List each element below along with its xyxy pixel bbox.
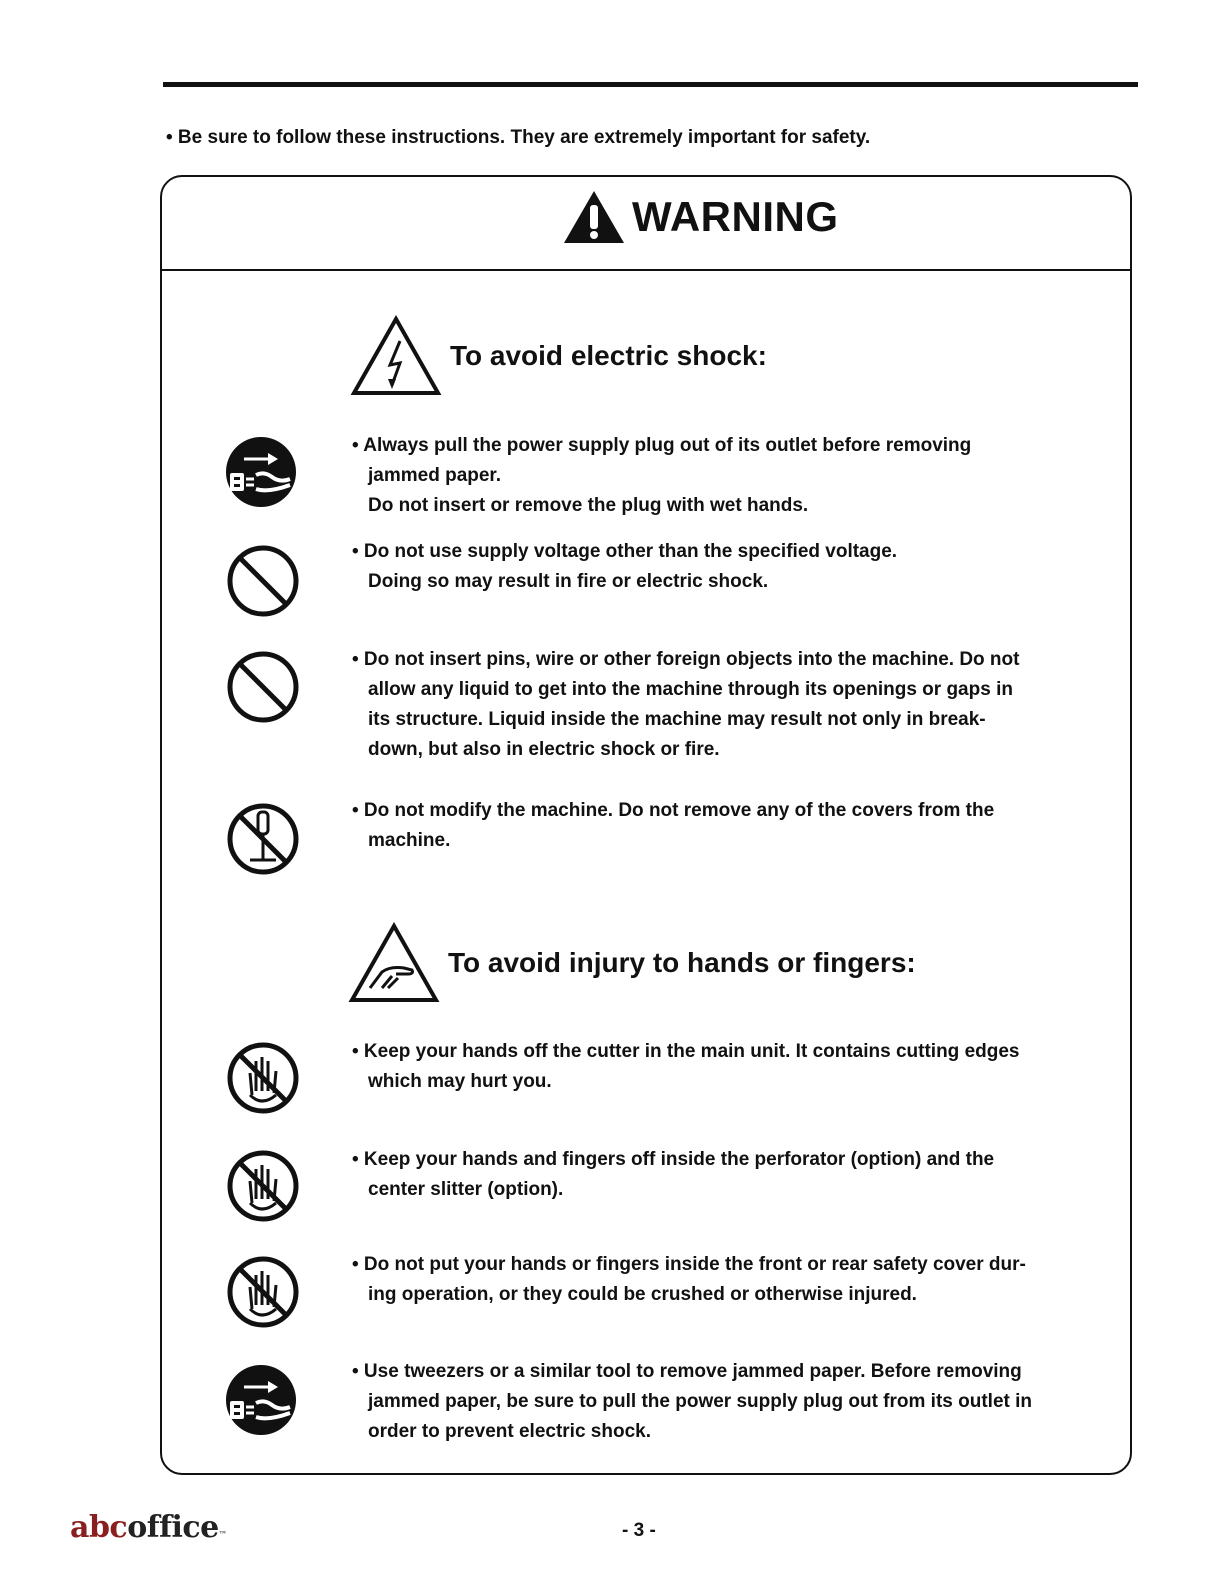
warning-item [352, 645, 1097, 765]
item-line: jammed paper, be sure to pull the power supply plug out from its outlet in [368, 1391, 1032, 1412]
logo-abc: abc [70, 1510, 128, 1545]
item-line: jammed paper. [368, 465, 502, 486]
item-line: • Do not insert pins, wire or other foreign objects into the machine. Do not [352, 649, 1020, 670]
item-line: ing operation, or they could be crushed or otherwise injured. [368, 1284, 917, 1305]
no-disassembly-icon [226, 802, 300, 876]
abcoffice-logo [70, 1510, 226, 1545]
no-hands-icon [226, 1041, 300, 1115]
item-line: • Do not modify the machine. Do not remove any of the covers from the [352, 800, 995, 821]
warning-item [352, 1357, 1097, 1447]
warning-triangle-icon [562, 189, 626, 245]
warning-item [352, 1250, 1097, 1310]
warning-item [352, 537, 1097, 597]
electric-shock-triangle-icon [350, 315, 442, 397]
no-hands-icon [226, 1149, 300, 1223]
hand-caution-triangle-icon [348, 922, 440, 1004]
item-line: • Keep your hands and fingers off inside the perforator (option) and the [352, 1149, 995, 1170]
warning-title [562, 189, 839, 245]
warning-panel [160, 175, 1132, 1475]
warning-item [352, 1037, 1097, 1097]
item-line: machine. [368, 830, 451, 851]
item-line: • Keep your hands off the cutter in the main unit. It contains cutting edges [352, 1041, 1020, 1062]
item-line: • Always pull the power supply plug out of its outlet before removing [352, 435, 972, 456]
unplug-icon [224, 1363, 298, 1437]
logo-trademark: ™ [218, 1529, 227, 1539]
item-line: • Do not use supply voltage other than the specified voltage. [352, 541, 898, 562]
item-line: • Use tweezers or a similar tool to remove jammed paper. Before removing [352, 1361, 1022, 1382]
item-line: down, but also in electric shock or fire. [368, 739, 720, 760]
item-line: Doing so may result in fire or electric shock. [368, 571, 769, 592]
section-hand-injury-heading [348, 922, 916, 1004]
intro-text: • Be sure to follow these instructions. They are extremely important for safety. [166, 127, 871, 148]
warning-item [352, 1145, 1097, 1205]
item-line: • Do not put your hands or fingers inside the front or rear safety cover dur- [352, 1254, 1026, 1275]
item-line: Do not insert or remove the plug with wet hands. [368, 495, 809, 516]
item-line: order to prevent electric shock. [368, 1421, 651, 1442]
prohibited-icon [226, 544, 300, 618]
section-heading: To avoid injury to hands or fingers: [448, 947, 916, 978]
warning-label: WARNING [632, 193, 839, 240]
item-line: center slitter (option). [368, 1179, 564, 1200]
unplug-icon [224, 435, 298, 509]
no-hands-icon [226, 1255, 300, 1329]
warning-header [162, 177, 1130, 271]
page-number: - 3 - [622, 1520, 656, 1541]
top-rule [163, 82, 1138, 87]
prohibited-icon [226, 650, 300, 724]
item-line: its structure. Liquid inside the machine may result not only in break- [368, 709, 986, 730]
section-electric-shock-heading [350, 315, 767, 397]
logo-office: office [127, 1510, 219, 1545]
warning-item [352, 431, 1097, 521]
item-line: allow any liquid to get into the machine through its openings or gaps in [368, 679, 1013, 700]
section-heading: To avoid electric shock: [450, 340, 767, 371]
item-line: which may hurt you. [368, 1071, 552, 1092]
warning-item [352, 796, 1097, 856]
